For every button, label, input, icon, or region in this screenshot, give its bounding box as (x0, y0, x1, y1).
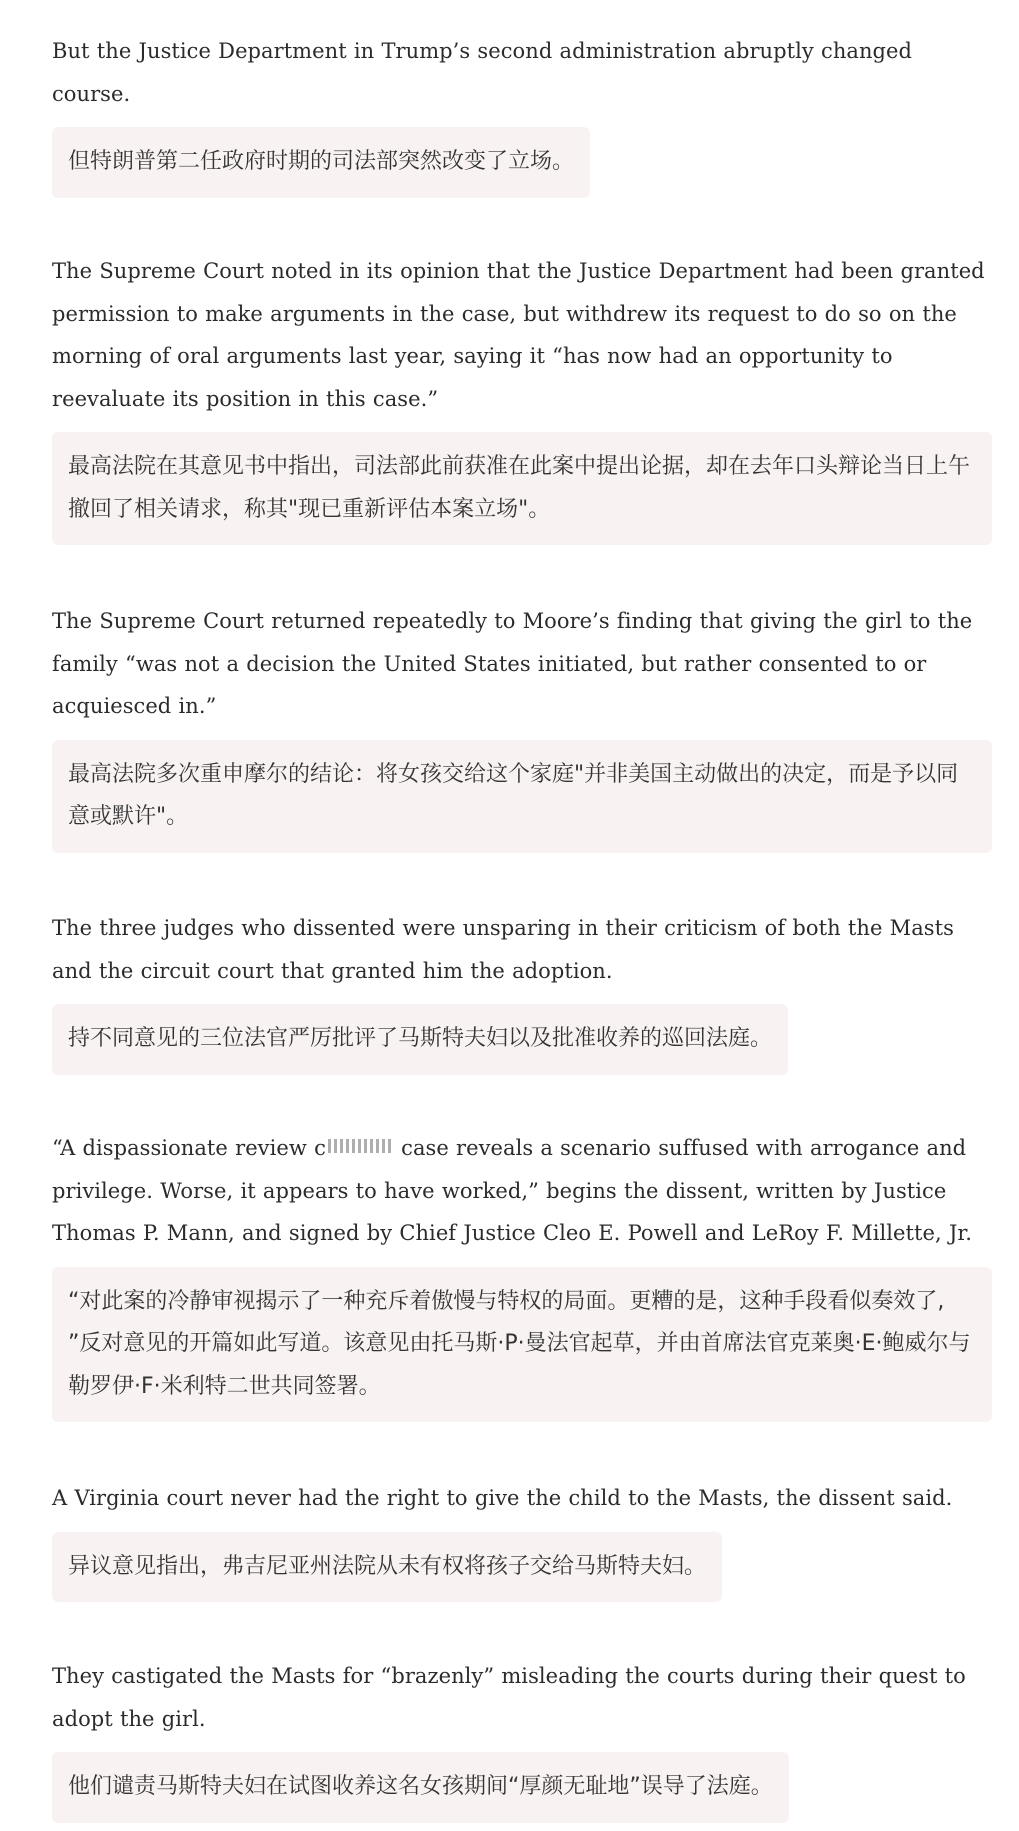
english-paragraph: The three judges who dissented were unsparing in their criticism of both the Masts and the circuit court that granted him the adoption. (52, 916, 954, 983)
chinese-translation: 但特朗普第二任政府时期的司法部突然改变了立场。 (52, 127, 590, 198)
chinese-translation: 最高法院多次重申摩尔的结论：将女孩交给这个家庭"并非美国主动做出的决定，而是予以同意或默许"。 (52, 740, 992, 853)
chinese-translation: 他们谴责马斯特夫妇在试图收养这名女孩期间“厚颜无耻地”误导了法庭。 (52, 1752, 789, 1823)
english-paragraph (52, 1127, 992, 1255)
chinese-translation: 最高法院在其意见书中指出，司法部此前获准在此案中提出论据，却在去年口头辩论当日上午撤回了相关请求，称其"现已重新评估本案立场"。 (52, 432, 992, 545)
english-paragraph-start: “A dispassionate review c (52, 1136, 326, 1160)
english-paragraph: But the Justice Department in Trump’s second administration abruptly changed course. (52, 39, 912, 106)
paragraph-pair (52, 1127, 992, 1422)
english-paragraph: A Virginia court never had the right to give the child to the Masts, the dissent said. (52, 1486, 953, 1510)
chinese-translation: 异议意见指出，弗吉尼亚州法院从未有权将孩子交给马斯特夫妇。 (52, 1532, 722, 1603)
english-paragraph: The Supreme Court noted in its opinion that the Justice Department had been granted permission to make arguments in the case, but withdrew its request to do so on the morning of oral arguments last year, saying it “has now had an opportunity to reevaluate its position in this case.” (52, 259, 985, 411)
paragraph-pair (52, 30, 992, 198)
english-paragraph-rest: case reveals a scenario suffused with arrogance and privilege. Worse, it appears to have worked,” begins the dissent, written by Justice Thomas P. Mann, and signed by Chief Justice Cleo E. Powell and LeRoy F. Millette, Jr. (52, 1136, 972, 1245)
chinese-translation: 持不同意见的三位法官严厉批评了马斯特夫妇以及批准收养的巡回法庭。 (52, 1004, 788, 1075)
paragraph-pair (52, 1477, 992, 1602)
redaction-mark (328, 1139, 392, 1153)
english-paragraph: The Supreme Court returned repeatedly to Moore’s finding that giving the girl to the family “was not a decision the United States initiated, but rather consented to or acquiesced in.” (52, 609, 973, 718)
paragraph-pair (52, 250, 992, 545)
paragraph-pair (52, 600, 992, 853)
paragraph-pair (52, 907, 992, 1075)
english-paragraph: They castigated the Masts for “brazenly” misleading the courts during their quest to adopt the girl. (52, 1664, 966, 1731)
chinese-translation: “对此案的冷静审视揭示了一种充斥着傲慢与特权的局面。更糟的是，这种手段看似奏效了, ”反对意见的开篇如此写道。该意见由托马斯·P·曼法官起草，并由首席法官克莱奥·E·鲍威尔与勒罗伊·F·米利特二世共同签署。 (52, 1267, 992, 1423)
paragraph-pair (52, 1655, 992, 1823)
